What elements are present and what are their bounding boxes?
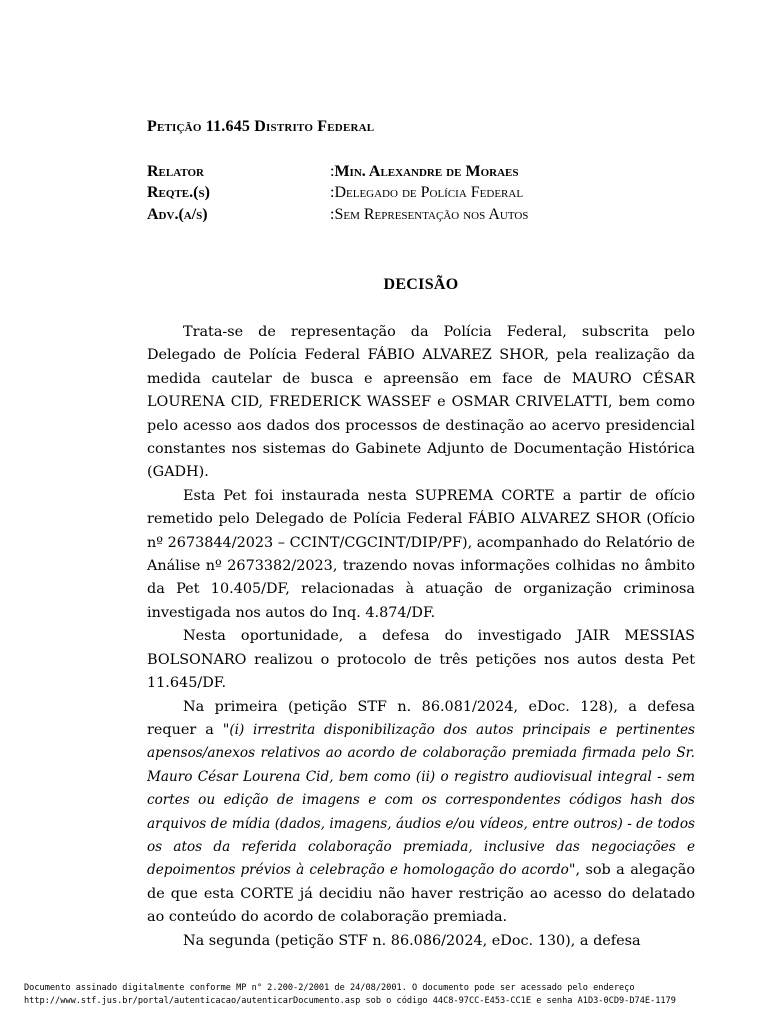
case-metadata (147, 161, 627, 226)
paragraph-4-start: Na primeira (petição STF n. 86.081/2024, eDoc. 128), a defesa requer a " (147, 698, 695, 738)
paragraph-4 (147, 696, 695, 930)
meta-sep: : (330, 205, 335, 223)
meta-row-relator (147, 161, 627, 183)
paragraph-5: Na segunda (petição STF n. 86.086/2024, eDoc. 130), a defesa (183, 932, 641, 949)
meta-sep: : (330, 184, 335, 202)
meta-key-reqte: Reqte.(s) (147, 184, 210, 202)
meta-key-adv: Adv.(a/s) (147, 205, 208, 223)
decision-body (147, 321, 695, 953)
paragraph-3: Nesta oportunidade, a defesa do investigado JAIR MESSIAS BOLSONARO realizou o protocolo de três petições nos autos desta Pet 11.645/DF. (147, 628, 695, 692)
footer-line-1: Documento assinado digitalmente conforme MP n° 2.200-2/2001 de 24/08/2001. O documento pode ser acessado pelo endereço (24, 983, 635, 993)
petition-title: Petição 11.645 Distrito Federal (147, 118, 375, 135)
footer-line-2: http://www.stf.jus.br/portal/autenticacao/autenticarDocumento.asp sob o código 44C8-97CC-E453-CC1E e senha A1D3-0CD9-D74E-1179 (24, 996, 676, 1006)
meta-row-adv (147, 204, 627, 226)
meta-key-relator: Relator (147, 162, 204, 180)
meta-value-reqte: Delegado de Polícia Federal (334, 184, 524, 202)
paragraph-1: Trata-se de representação da Polícia Federal, subscrita pelo Delegado de Polícia Federal FÁBIO ALVAREZ SHOR, pela realização da medida cautelar de busca e apreensão em face de MAURO CÉSAR LOURENA CID, FREDERICK WASSEF e OSMAR CRIVELATTI, bem como pelo acesso aos dados dos processos de destinação ao acervo presidencial constantes nos sistemas do Gabinete Adjunto de Documentação Histórica (GADH). (147, 324, 695, 481)
meta-value-relator: Min. Alexandre de Moraes (334, 162, 519, 180)
meta-value-adv: Sem Representação nos Autos (334, 205, 529, 223)
paragraph-4-quote: (i) irrestrita disponibilização dos autos principais e pertinentes apensos/anexos relativos ao acordo de colaboração premiada firmada pelo Sr. Mauro César Lourena Cid, bem como (ii) o registro audiovisual integral - sem cortes ou edição de imagens e com os correspondentes códigos hash dos arquivos de mídia (dados, imagens, áudios e/ou vídeos, entre outros) - de todos os atos da referida colaboração premiada, inclusive das negociações e depoimentos prévios à celebração e homologação do acordo (147, 721, 696, 879)
paragraph-4-end: ", sob a alegação de que esta CORTE já decidiu não haver restrição ao acesso do delatado ao conteúdo do acordo de colaboração premiada. (147, 862, 695, 926)
decision-heading: DECISÃO (383, 276, 459, 293)
meta-row-reqte (147, 183, 627, 205)
meta-sep: : (330, 162, 335, 180)
paragraph-2: Esta Pet foi instaurada nesta SUPREMA CORTE a partir de ofício remetido pelo Delegado de Polícia Federal FÁBIO ALVAREZ SHOR (Ofício nº 2673844/2023 – CCINT/CGCINT/DIP/PF), acompanhado do Relatório de Análise nº 2673382/2023, trazendo novas informações colhidas no âmbito da Pet 10.405/DF, relacionadas à atuação de organização criminosa investigada nos autos do Inq. 4.874/DF. (147, 487, 695, 621)
digital-signature-footer (24, 982, 754, 1008)
